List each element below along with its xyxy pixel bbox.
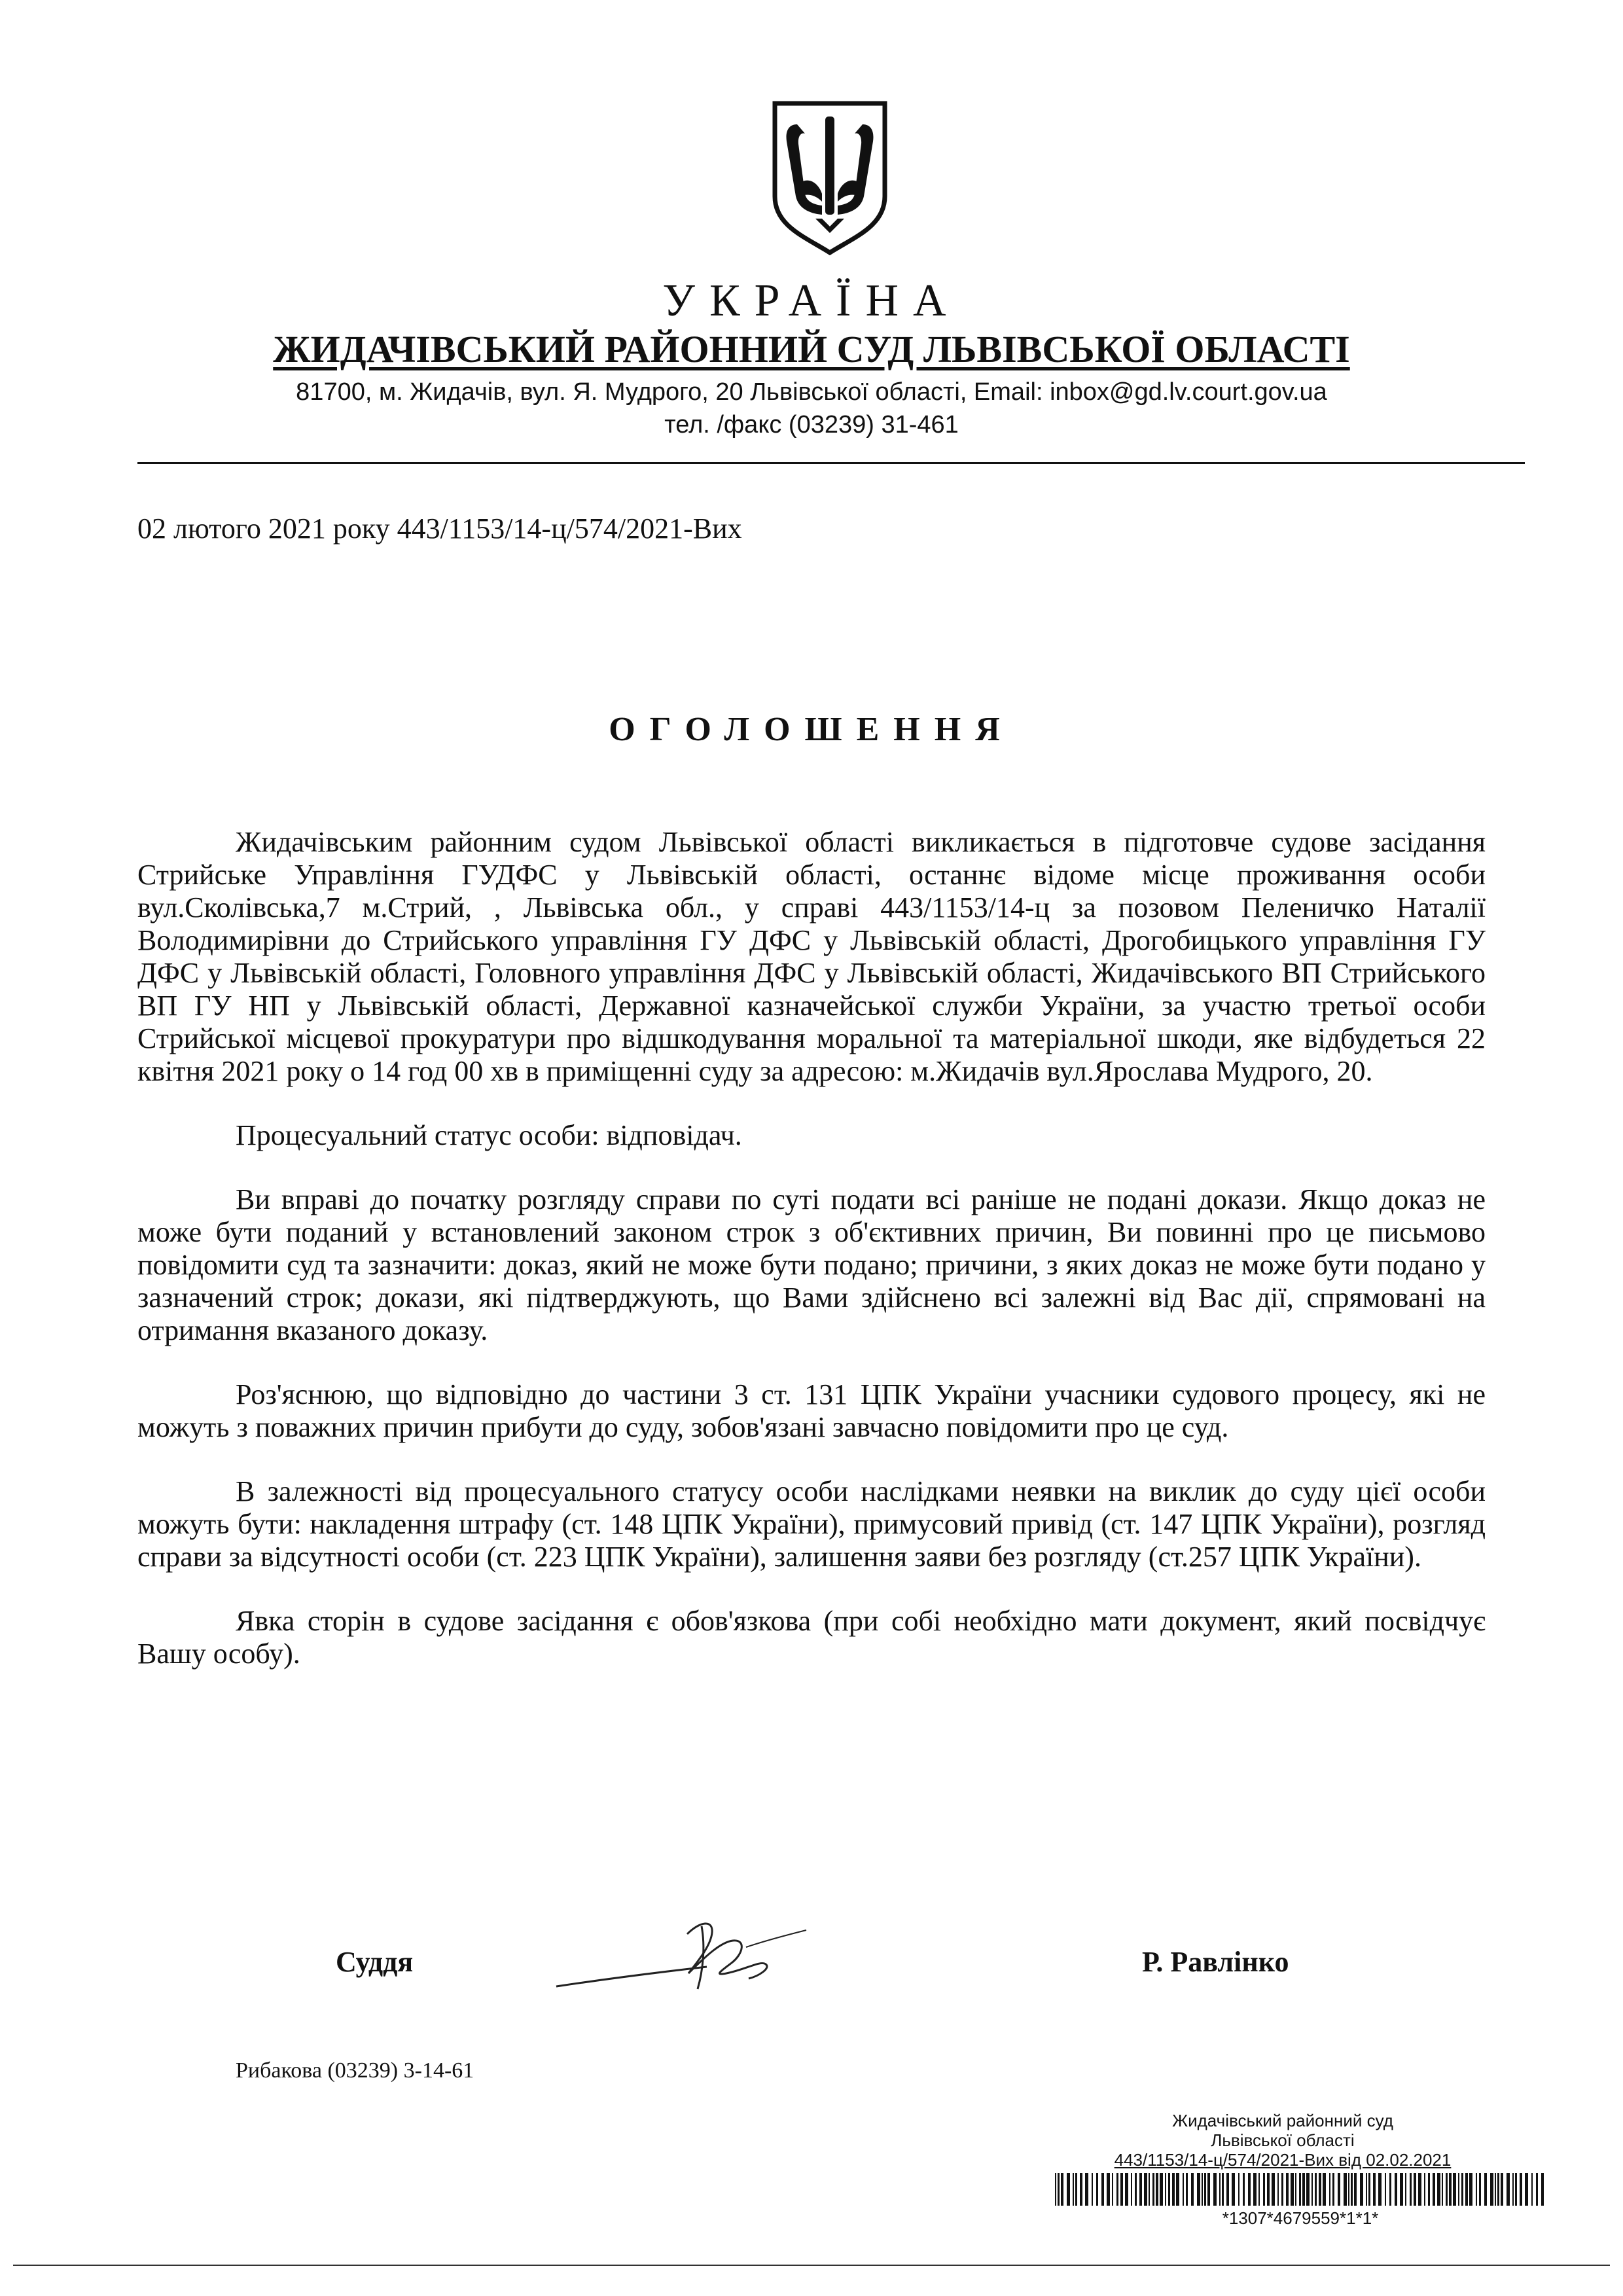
- barcode-bar: [1490, 2173, 1493, 2206]
- barcode-bar: [1405, 2173, 1406, 2206]
- barcode-bar: [1281, 2173, 1283, 2206]
- barcode-bar: [1125, 2173, 1128, 2206]
- barcode-bar: [1351, 2173, 1353, 2206]
- barcode-bar: [1295, 2173, 1296, 2206]
- document-date-reference: 02 лютого 2021 року 443/1153/14-ц/574/2021-Вих: [137, 512, 742, 545]
- barcode-bar: [1149, 2173, 1150, 2206]
- barcode-bar: [1202, 2173, 1203, 2206]
- barcode-bar: [1311, 2173, 1313, 2206]
- barcode-bar: [1120, 2173, 1123, 2206]
- barcode-number: *1307*4679559*1*1*: [1222, 2208, 1379, 2228]
- registration-court: Жидачівський районний суд: [1172, 2111, 1393, 2130]
- barcode-bar: [1424, 2173, 1425, 2206]
- barcode-bar: [1302, 2173, 1305, 2206]
- barcode-bar: [1226, 2173, 1229, 2206]
- registration-region: Львівської області: [1211, 2130, 1355, 2150]
- document-title: ОГОЛОШЕННЯ: [609, 711, 1014, 748]
- barcode-bar: [1165, 2173, 1166, 2206]
- document-body: [137, 826, 1486, 1702]
- barcode-bar: [1501, 2173, 1503, 2206]
- clerk-contact: Рибакова (03239) 3-14-61: [236, 2058, 474, 2083]
- body-paragraph: Жидачівським районним судом Львівської області викликається в підготовче судове засідання Стрийське Управління ГУДФС у Львівській області, останнє відоме місце проживання особи вул.Сколівська,7 м.Стрий, , Львівська обл., у справі 443/1153/14-ц за позовом Пеленичко Наталії Володимирівни до Стрийського управління ГУ ДФС у Львівській області, Дрогобицького управління ГУ ДФС у Львівській області, Головного управління ДФС у Львівській області, Жидачівського ВП Стрийського ВП ГУ НП у Львівській області, Державної казначейської служби України, за участю третьої особи Стрийської місцевої прокуратури про відшкодування моральної та матеріальної шкоди, яке відбудеться 22 квітня 2021 року о 14 год 00 хв в приміщенні суду за адресою: м.Жидачів вул.Ярослава Мудрого, 20.: [137, 826, 1486, 1087]
- barcode-bar: [1338, 2173, 1340, 2206]
- barcode-bar: [1520, 2173, 1522, 2206]
- barcode-bar: [1418, 2173, 1421, 2206]
- barcode-bar: [1197, 2173, 1200, 2206]
- barcode-bar: [1112, 2173, 1113, 2206]
- barcode-bar: [1277, 2173, 1279, 2206]
- barcode-bar: [1191, 2173, 1194, 2206]
- barcode-bar: [1168, 2173, 1170, 2206]
- barcode-bar: [1116, 2173, 1118, 2206]
- barcode-bar: [1428, 2173, 1430, 2206]
- header-divider: [137, 462, 1525, 464]
- barcode-bar: [1238, 2173, 1240, 2206]
- barcode-bar: [1332, 2173, 1334, 2206]
- barcode-bar: [1360, 2173, 1363, 2206]
- barcode-bar: [1348, 2173, 1349, 2206]
- barcode-bar: [1395, 2173, 1397, 2206]
- barcode-bar: [1272, 2173, 1275, 2206]
- barcode-bar: [1186, 2173, 1188, 2206]
- barcode-bar: [1497, 2173, 1499, 2206]
- barcode-bar: [1144, 2173, 1147, 2206]
- barcode-bar: [1512, 2173, 1514, 2206]
- barcode-bar: [1446, 2173, 1448, 2206]
- barcode-bar: [1248, 2173, 1251, 2206]
- barcode-bar: [1073, 2173, 1074, 2206]
- barcode-bar: [1232, 2173, 1235, 2206]
- barcode-bar: [1213, 2173, 1217, 2206]
- barcode-bar: [1058, 2173, 1060, 2206]
- barcode-bar: [1458, 2173, 1459, 2206]
- barcode-bar: [1495, 2173, 1496, 2206]
- barcode-bar: [1183, 2173, 1184, 2206]
- body-paragraph: Явка сторін в судове засідання є обов'язкова (при собі необхідно мати документ, який посвідчує Вашу особу).: [137, 1605, 1486, 1670]
- barcode-bar: [1442, 2173, 1443, 2206]
- barcode-bar: [1253, 2173, 1257, 2206]
- barcode-bar: [1385, 2173, 1386, 2206]
- barcode-bar: [1085, 2173, 1088, 2206]
- barcode-bar: [1531, 2173, 1533, 2206]
- handwritten-signature-icon: [550, 1908, 818, 2000]
- barcode-bar: [1453, 2173, 1456, 2206]
- barcode-bar: [1055, 2173, 1056, 2206]
- barcode-bar: [1172, 2173, 1175, 2206]
- barcode-bar: [1461, 2173, 1463, 2206]
- barcode-bar: [1092, 2173, 1093, 2206]
- ukraine-trident-icon: [770, 98, 890, 255]
- barcode-bar: [1354, 2173, 1357, 2206]
- court-address: 81700, м. Жидачів, вул. Я. Мудрого, 20 Львівської області, Email: inbox@gd.lv.court.gov.ua: [296, 378, 1327, 406]
- barcode-icon: [1055, 2173, 1546, 2206]
- barcode-bar: [1507, 2173, 1510, 2206]
- barcode-bar: [1061, 2173, 1063, 2206]
- barcode-bar: [1515, 2173, 1517, 2206]
- registration-number: 443/1153/14-ц/574/2021-Вих від 02.02.2021: [1114, 2150, 1452, 2170]
- barcode-bar: [1131, 2173, 1132, 2206]
- barcode-bar: [1373, 2173, 1376, 2206]
- barcode-bar: [1286, 2173, 1289, 2206]
- barcode-bar: [1139, 2173, 1142, 2206]
- body-paragraph: Ви вправі до початку розгляду справи по суті подати всі раніше не подані докази. Якщо доказ не може бути поданий у встановлений законом строк з об'єктивних причин, Ви повинні про це письмово повідомити суд та зазначити: доказ, який не може бути подано; причини, з яких доказ не може бути подано у зазначений строк; докази, які підтверджують, що Вами здійснено всі залежні від Вас дії, спрямовані на отримання вказаного доказу.: [137, 1183, 1486, 1346]
- barcode-bar: [1414, 2173, 1416, 2206]
- barcode-bar: [1465, 2173, 1468, 2206]
- judge-role-label: Суддя: [336, 1946, 414, 1978]
- barcode-bar: [1319, 2173, 1321, 2206]
- barcode-bar: [1368, 2173, 1370, 2206]
- barcode-bar: [1433, 2173, 1435, 2206]
- barcode-bar: [1329, 2173, 1330, 2206]
- barcode-bar: [1541, 2173, 1544, 2206]
- barcode-bar: [1315, 2173, 1317, 2206]
- barcode-bar: [1323, 2173, 1326, 2206]
- barcode-bar: [1525, 2173, 1528, 2206]
- barcode-bar: [1067, 2173, 1070, 2206]
- barcode-bar: [1135, 2173, 1137, 2206]
- barcode-bar: [1243, 2173, 1245, 2206]
- barcode-bar: [1219, 2173, 1221, 2206]
- barcode-bar: [1306, 2173, 1310, 2206]
- barcode-bar: [1263, 2173, 1265, 2206]
- barcode-bar: [1344, 2173, 1347, 2206]
- barcode-bar: [1400, 2173, 1403, 2206]
- barcode-bar: [1267, 2173, 1270, 2206]
- body-paragraph: Процесуальний статус особи: відповідач.: [236, 1119, 742, 1151]
- barcode-bar: [1536, 2173, 1538, 2206]
- barcode-bar: [1152, 2173, 1154, 2206]
- barcode-bar: [1469, 2173, 1472, 2206]
- barcode-bar: [1075, 2173, 1077, 2206]
- barcode-bar: [1207, 2173, 1210, 2206]
- judge-name: Р. Равлінко: [1142, 1946, 1289, 1978]
- barcode-bar: [1080, 2173, 1082, 2206]
- barcode-bar: [1449, 2173, 1452, 2206]
- barcode-bar: [1258, 2173, 1260, 2206]
- barcode-bar: [1176, 2173, 1179, 2206]
- body-paragraph: В залежності від процесуального статусу особи наслідками неявки на виклик до суду цієї особи можуть бути: накладення штрафу (ст. 148 ЦПК України), примусовий привід (ст. 147 ЦПК України), розгляд справи за відсутності особи (ст. 223 ЦПК України), залишення заяви без розгляду (ст.257 ЦПК України).: [137, 1475, 1486, 1573]
- barcode-bar: [1479, 2173, 1481, 2206]
- body-paragraph: Роз'яснюю, що відповідно до частини 3 ст. 131 ЦПК України учасники судового процесу, які не можуть з поважних причин прибути до суду, зобов'язані завчасно повідомити про це суд.: [137, 1378, 1486, 1443]
- barcode-bar: [1156, 2173, 1158, 2206]
- barcode-bar: [1476, 2173, 1477, 2206]
- barcode-bar: [1291, 2173, 1294, 2206]
- barcode-bar: [1096, 2173, 1098, 2206]
- barcode-bar: [1484, 2173, 1487, 2206]
- court-phone: тел. /факс (03239) 31-461: [664, 411, 959, 439]
- page-bottom-edge: [13, 2265, 1610, 2266]
- barcode-bar: [1437, 2173, 1440, 2206]
- court-name: ЖИДАЧІВСЬКИЙ РАЙОННИЙ СУД ЛЬВІВСЬКОЇ ОБЛАСТІ: [273, 328, 1350, 370]
- barcode-bar: [1389, 2173, 1391, 2206]
- barcode-bar: [1101, 2173, 1104, 2206]
- barcode-bar: [1204, 2173, 1206, 2206]
- barcode-bar: [1410, 2173, 1412, 2206]
- barcode-bar: [1378, 2173, 1382, 2206]
- barcode-bar: [1160, 2173, 1163, 2206]
- registration-stamp: [1086, 2111, 1479, 2170]
- country-heading: УКРАЇНА: [662, 276, 961, 326]
- barcode-bar: [1299, 2173, 1301, 2206]
- barcode-bar: [1107, 2173, 1110, 2206]
- barcode-bar: [1222, 2173, 1224, 2206]
- barcode-bar: [1366, 2173, 1367, 2206]
